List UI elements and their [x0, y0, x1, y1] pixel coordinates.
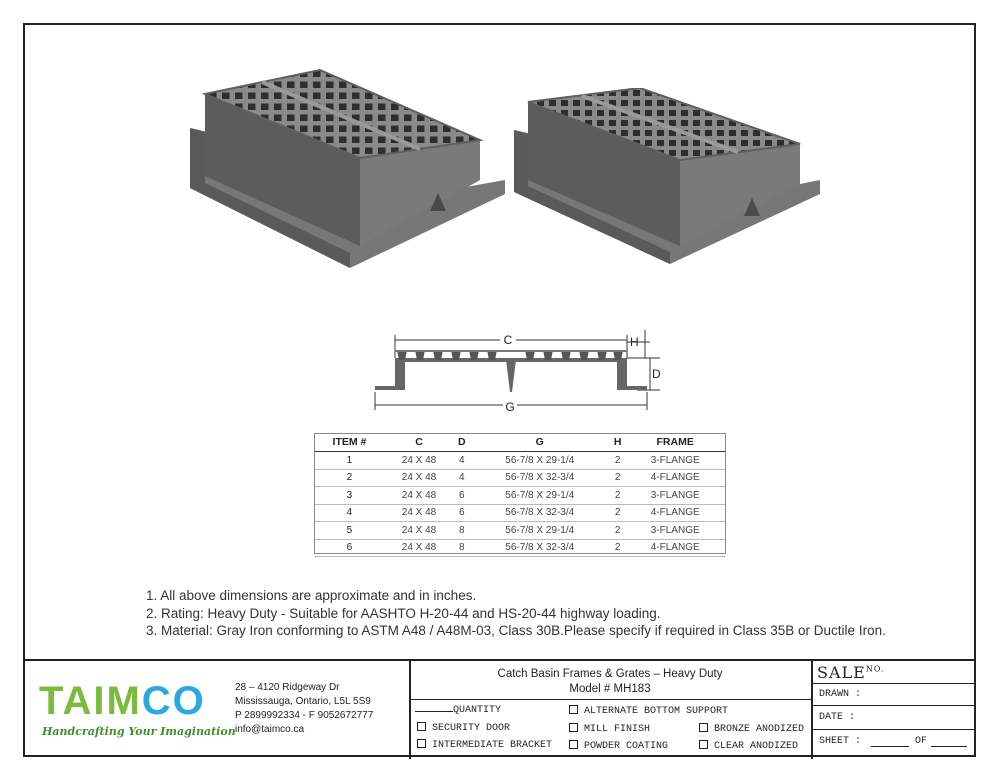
- table-cell: 4-FLANGE: [625, 539, 725, 557]
- option-label: ALTERNATE BOTTOM SUPPORT: [584, 706, 729, 717]
- table-cell: 6: [315, 539, 384, 557]
- divider: [409, 699, 811, 700]
- table-cell: 2: [315, 469, 384, 487]
- section-diagram: [365, 330, 675, 420]
- alternate-bottom-support-option[interactable]: [569, 705, 728, 717]
- product-title: Catch Basin Frames & Grates – Heavy Duty: [497, 668, 723, 680]
- table-cell: 24 X 48: [384, 539, 454, 557]
- mill-finish-option[interactable]: [569, 723, 650, 735]
- table-cell: 4: [454, 452, 469, 470]
- sheet-number-blank[interactable]: [871, 746, 909, 747]
- table-cell: 24 X 48: [384, 469, 454, 487]
- notes-section: [146, 587, 886, 640]
- quantity-field[interactable]: [415, 705, 501, 716]
- column-header: ITEM #: [315, 434, 384, 452]
- bronze-anodized-option[interactable]: [699, 723, 804, 735]
- table-cell: 24 X 48: [384, 504, 454, 522]
- note-item: 1. All above dimensions are approximate and in inches.: [146, 588, 477, 603]
- sale-number-field[interactable]: [811, 661, 976, 684]
- sheet-total-blank[interactable]: [931, 746, 967, 747]
- of-label: OF: [915, 736, 928, 747]
- dimension-label-d: D: [652, 367, 661, 381]
- table-cell: 6: [454, 504, 469, 522]
- table-cell: 2: [610, 539, 625, 557]
- column-header: FRAME: [625, 434, 725, 452]
- checkbox[interactable]: [699, 740, 708, 749]
- table-header-row: [315, 434, 725, 452]
- table-cell: 2: [610, 487, 625, 505]
- product-description: [409, 661, 813, 759]
- table-cell: 3: [315, 487, 384, 505]
- address-line: Mississauga, Ontario, L5L 5S9: [235, 696, 371, 707]
- note-item: 2. Rating: Heavy Duty - Suitable for AASHTO H-20-44 and HS-20-44 highway loading.: [146, 605, 661, 621]
- phone-fax: P 2899992334 - F 9052672777: [235, 710, 374, 721]
- table-cell: 56-7/8 X 29-1/4: [470, 522, 610, 540]
- table-cell: 3-FLANGE: [625, 487, 725, 505]
- date-label: DATE :: [819, 712, 856, 723]
- title-block: [23, 659, 976, 759]
- table-row: [315, 522, 725, 540]
- table-cell: 56-7/8 X 29-1/4: [470, 452, 610, 470]
- option-label: SECURITY DOOR: [432, 723, 511, 734]
- option-label: BRONZE ANODIZED: [714, 724, 805, 735]
- option-label: CLEAR ANODIZED: [714, 741, 799, 752]
- column-header: H: [610, 434, 625, 452]
- table-cell: 1: [315, 452, 384, 470]
- sheet-field[interactable]: [811, 729, 976, 759]
- checkbox[interactable]: [569, 705, 578, 714]
- note-item: 3. Material: Gray Iron conforming to ASTM A48 / A48M-03, Class 30B.Please specify if required in Class 35B or Ductile Iron.: [146, 623, 886, 638]
- intermediate-bracket-option[interactable]: [417, 739, 552, 751]
- table-cell: 56-7/8 X 32-3/4: [470, 504, 610, 522]
- column-header: D: [454, 434, 469, 452]
- company-info: [23, 661, 411, 759]
- company-logo: [39, 679, 206, 724]
- drawn-label: DRAWN :: [819, 689, 862, 700]
- table-cell: 8: [454, 539, 469, 557]
- column-header: C: [384, 434, 454, 452]
- table-cell: 8: [454, 522, 469, 540]
- security-door-option[interactable]: [417, 722, 510, 734]
- company-address: [235, 681, 373, 737]
- table-cell: 24 X 48: [384, 522, 454, 540]
- table-cell: 2: [610, 452, 625, 470]
- dimension-label-c: C: [503, 333, 513, 347]
- option-label: MILL FINISH: [584, 724, 651, 735]
- specification-table: [314, 433, 726, 554]
- grate-rendering-left: [180, 68, 510, 268]
- email: info@taimco.ca: [235, 724, 305, 735]
- checkbox[interactable]: [569, 740, 578, 749]
- option-label: POWDER COATING: [584, 741, 669, 752]
- powder-coating-option[interactable]: [569, 740, 668, 752]
- checkbox[interactable]: [417, 722, 426, 731]
- table-cell: 56-7/8 X 32-3/4: [470, 539, 610, 557]
- table-row: [315, 452, 725, 470]
- table-cell: 24 X 48: [384, 452, 454, 470]
- table-cell: 56-7/8 X 32-3/4: [470, 469, 610, 487]
- logo-text-primary: TAIM: [39, 679, 142, 723]
- table-cell: 4-FLANGE: [625, 504, 725, 522]
- address-line: 28 – 4120 Ridgeway Dr: [235, 682, 340, 693]
- date-field[interactable]: [811, 705, 976, 730]
- table-row: [315, 469, 725, 487]
- dimension-label-g: G: [505, 400, 515, 414]
- sale-no-label: NO.: [865, 664, 885, 674]
- company-tagline: Handcrafting Your Imagination: [42, 725, 236, 738]
- grate-rendering-right: [510, 88, 830, 268]
- table-cell: 3-FLANGE: [625, 452, 725, 470]
- table-cell: 3-FLANGE: [625, 522, 725, 540]
- checkbox[interactable]: [699, 723, 708, 732]
- product-title-block: [409, 667, 811, 697]
- table-cell: 2: [610, 469, 625, 487]
- table-cell: 2: [610, 522, 625, 540]
- quantity-label: QUANTITY: [453, 705, 502, 716]
- sale-label: SALE: [817, 663, 866, 682]
- drawn-field[interactable]: [811, 683, 976, 706]
- table-cell: 24 X 48: [384, 487, 454, 505]
- table-cell: 4-FLANGE: [625, 469, 725, 487]
- checkbox[interactable]: [569, 723, 578, 732]
- column-header: G: [470, 434, 610, 452]
- clear-anodized-option[interactable]: [699, 740, 798, 752]
- table-cell: 4: [315, 504, 384, 522]
- table-row: [315, 504, 725, 522]
- table-cell: 2: [610, 504, 625, 522]
- option-label: INTERMEDIATE BRACKET: [432, 740, 553, 751]
- logo-text-accent: CO: [141, 679, 206, 723]
- checkbox[interactable]: [417, 739, 426, 748]
- product-model: Model # MH183: [569, 683, 651, 695]
- dimension-label-h: H: [630, 335, 639, 349]
- table-row: [315, 539, 725, 557]
- table-cell: 4: [454, 469, 469, 487]
- table-cell: 56-7/8 X 29-1/4: [470, 487, 610, 505]
- sheet-info: [811, 661, 976, 759]
- table-cell: 6: [454, 487, 469, 505]
- sheet-label: SHEET :: [819, 736, 862, 747]
- table-row: [315, 487, 725, 505]
- table-cell: 5: [315, 522, 384, 540]
